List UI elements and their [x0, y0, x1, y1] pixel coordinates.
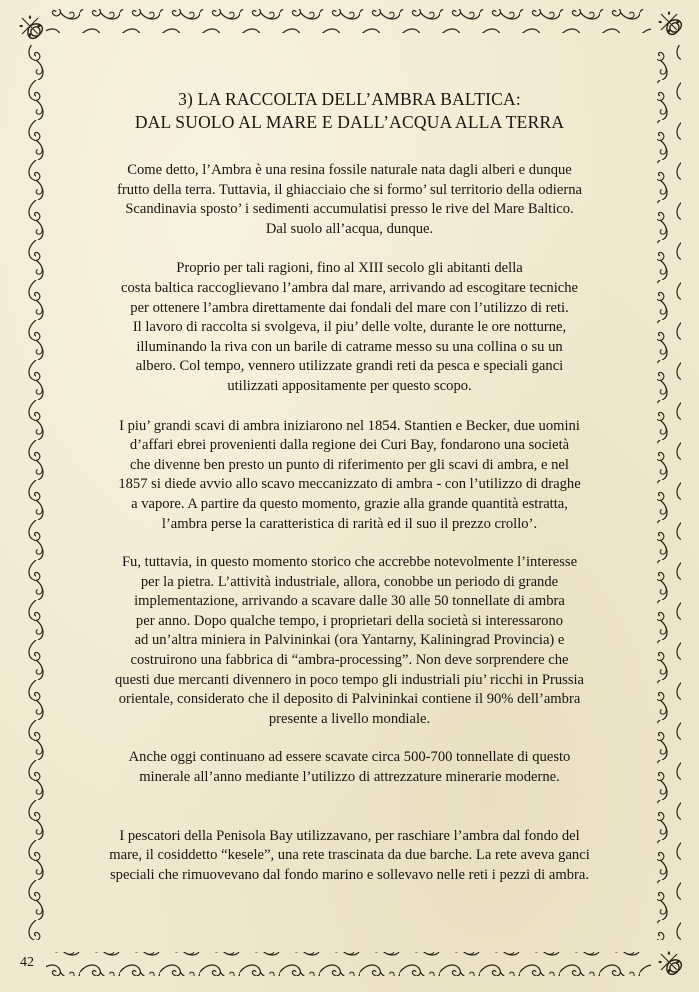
text-line: I piu’ grandi scavi di ambra iniziarono nel 1854. Stantien e Becker, due uomini: [119, 417, 580, 434]
text-line: costruirono una fabbrica di “ambra-processing”. Non deve sorprendere che: [130, 652, 569, 669]
paragraph: [88, 748, 611, 787]
paragraph: [88, 827, 611, 886]
paragraph: [88, 553, 611, 729]
text-line: 1857 si diede avvio allo scavo meccanizzato di ambra - con l’utilizzo di draghe: [118, 476, 581, 493]
text-line: illuminando la riva con un barile di catrame messo su una collina o su un: [136, 338, 563, 355]
text-line: per la pietra. L’attività industriale, allora, conobbe un periodo di grande: [140, 573, 559, 590]
text-line: presente a livello mondiale.: [268, 710, 431, 727]
paragraph: [88, 417, 611, 535]
text-line: implementazione, arrivando a scavare dalle 30 alle 50 tonnellate di ambra: [134, 593, 565, 610]
text-line: a vapore. A partire da questo momento, grazie alla grande quantità estratta,: [131, 495, 568, 512]
text-line: Anche oggi continuano ad essere scavate circa 500-700 tonnellate di questo: [128, 749, 571, 766]
text-line: per anno. Dopo qualche tempo, i proprietari della società si interessarono: [135, 612, 564, 629]
text-line: mare, il cosiddetto “kesele”, una rete trascinata da due barche. La rete aveva ganci: [109, 847, 590, 864]
text-line: frutto della terra. Tuttavia, il ghiacciaio che si formo’ sul territorio della odierna: [117, 181, 582, 198]
text-line: Dal suolo all’acqua, dunque.: [265, 220, 434, 237]
text-line: d’affari ebrei provenienti dalla regione dei Curi Bay, fondarono una società: [129, 437, 570, 454]
corner-flourish-icon: [19, 15, 42, 38]
text-line: utilizzati appositamente per questo scopo.: [227, 377, 472, 394]
text-line: l’ambra perse la caratteristica di rarità ed il suo il prezzo crollo’.: [161, 515, 538, 532]
paragraph: [88, 259, 611, 396]
text-line: minerale all’anno mediante l’utilizzo di attrezzature minerarie moderne.: [139, 769, 560, 786]
paragraph: [88, 161, 611, 239]
text-line: ad un’altra miniera in Palvininkai (ora Yantarny, Kaliningrad Provincia) e: [134, 632, 565, 649]
text-line: questi due mercanti divennero in poco tempo gli industriali piu’ ricchi in Prussia: [114, 671, 585, 688]
text-line: per ottenere l’ambra direttamente dai fondali del mare con l’utilizzo di reti.: [130, 299, 569, 316]
text-line: Fu, tuttavia, in questo momento storico che accrebbe notevolmente l’interesse: [121, 554, 578, 571]
main-content: [88, 88, 611, 885]
text-line: Come detto, l’Ambra è una resina fossile naturale nata dagli alberi e dunque: [127, 162, 572, 178]
text-line: Proprio per tali ragioni, fino al XIII secolo gli abitanti della: [176, 260, 523, 277]
text-line: Scandinavia sposto’ i sedimenti accumulatisi presso le rive del Mare Baltico.: [125, 201, 574, 218]
page-title: [88, 88, 611, 134]
page-number: 42: [20, 955, 34, 970]
text-line: speciali che rimuovevano dal fondo marino e sollevavo nelle reti i pezzi di ambra.: [110, 866, 589, 883]
title-line: 3) LA RACCOLTA DELL’AMBRA BALTICA:: [178, 89, 521, 109]
text-line: I pescatori della Penisola Bay utilizzavano, per raschiare l’ambra dal fondo del: [119, 827, 580, 844]
text-line: costa baltica raccoglievano l’ambra dal mare, arrivando ad escogitare tecniche: [120, 279, 579, 296]
corner-flourish-icon: [658, 951, 681, 974]
text-line: Il lavoro di raccolta si svolgeva, il piu’ delle volte, durante le ore notturne,: [132, 319, 567, 336]
text-line: che divenne ben presto un punto di riferimento per gli scavi di ambra, e nel: [130, 456, 569, 473]
title-line: DAL SUOLO AL MARE E DALL’ACQUA ALLA TERRA: [134, 112, 565, 132]
text-line: albero. Col tempo, vennero utilizzate grandi reti da pesca e speciali ganci: [135, 358, 564, 375]
text-line: orientale, considerato che il deposito di Palvininkai contiene il 90% dell’ambra: [118, 691, 581, 708]
corner-flourish-icon: [658, 11, 681, 34]
